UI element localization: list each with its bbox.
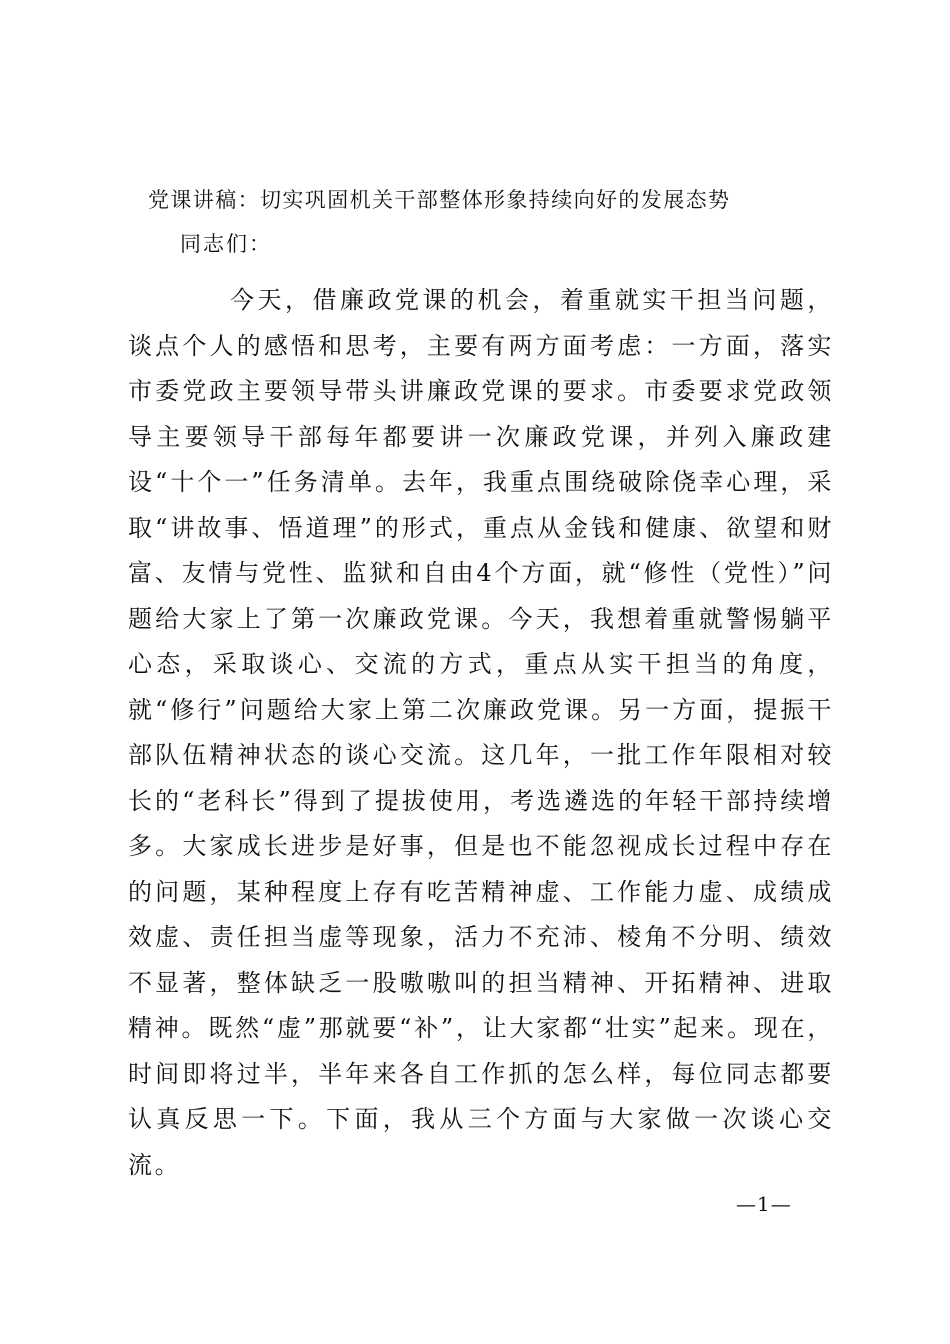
document-title: 党课讲稿：切实巩固机关干部整体形象持续向好的发展态势 [148, 188, 731, 212]
page-number: —1— [736, 1192, 792, 1216]
body-paragraph: 今天，借廉政党课的机会，着重就实干担当问题，谈点个人的感悟和思考，主要有两方面考虑：一方面，落实市委党政主要领导带头讲廉政党课的要求。市委要求党政领导主要领导干部每年都要讲一次廉政党课，并列入廉政建设“十个一”任务清单。去年，我重点围绕破除侥幸心理，采取“讲故事、悟道理”的形式，重点从金钱和健康、欲望和财富、友情与党性、监狱和自由4个方面，就“修性（党性）”问题给大家上了第一次廉政党课。今天，我想着重就警惕躺平心态，采取谈心、交流的方式，重点从实干担当的角度，就“修行”问题给大家上第二次廉政党课。另一方面，提振干部队伍精神状态的谈心交流。这几年，一批工作年限相对较长的“老科长”得到了提拔使用，考选遴选的年轻干部持续增多。大家成长进步是好事，但是也不能忽视成长过程中存在的问题，某种程度上存有吃苦精神虚、工作能力虚、成绩成效虚、责任担当虚等现象，活力不充沛、棱角不分明、绩效不显著，整体缺乏一股嗷嗷叫的担当精神、开拓精神、进取精神。既然“虚”那就要“补”，让大家都“壮实”起来。现在，时间即将过半，半年来各自工作抓的怎么样，每位同志都要认真反思一下。下面，我从三个方面与大家做一次谈心交流。 [128, 286, 834, 1179]
salutation: 同志们： [180, 232, 272, 256]
